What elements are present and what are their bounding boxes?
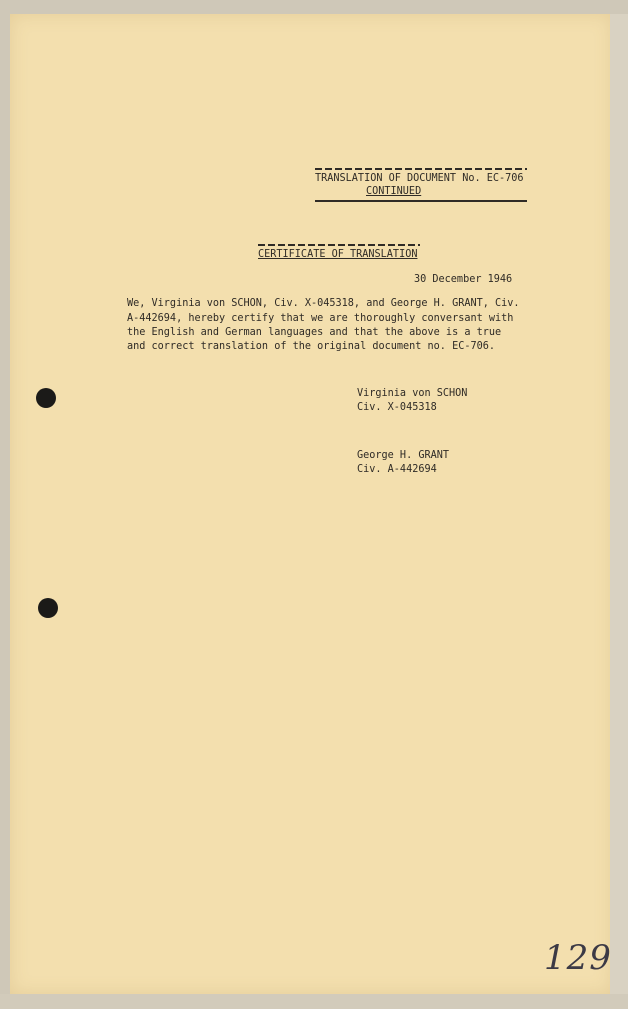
signature-1-name: Virginia von SCHON [357,388,468,399]
signature-2-id: Civ. A-442694 [357,464,437,475]
certificate-title: CERTIFICATE OF TRANSLATION [258,249,418,260]
header-rule-top [315,168,527,170]
header-translation-line: TRANSLATION OF DOCUMENT No. EC-706 [315,173,524,184]
punch-hole-bottom [38,598,58,618]
handwritten-page-number: 129 [544,938,612,978]
certificate-title-rule [258,244,420,246]
certificate-body-line-1: We, Virginia von SCHON, Civ. X-045318, and George H. GRANT, Civ. [127,298,520,309]
page-edge-right [610,14,628,994]
signature-2-name: George H. GRANT [357,450,450,461]
header-rule-bottom [315,200,527,202]
certificate-body-line-4: and correct translation of the original document no. EC-706. [127,341,496,352]
certificate-body-line-2: A-442694, hereby certify that we are thoroughly conversant with [127,313,514,324]
punch-hole-top [36,388,56,408]
header-continued: CONTINUED [366,186,422,197]
certificate-date: 30 December 1946 [414,274,513,285]
document-page [10,14,612,994]
certificate-body-line-3: the English and German languages and that the above is a true [127,327,502,338]
signature-1-id: Civ. X-045318 [357,402,437,413]
page-edge-bottom [0,994,628,1009]
